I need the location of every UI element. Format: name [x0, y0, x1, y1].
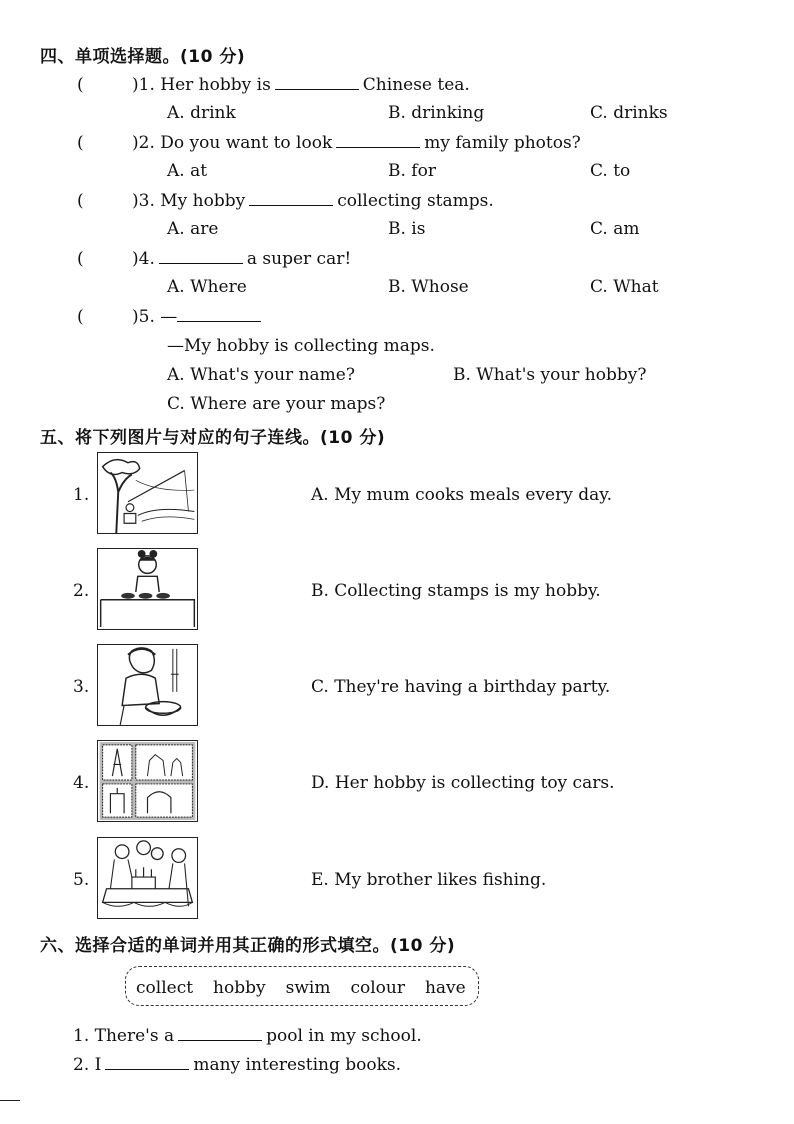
question-3-stem: )3. My hobby [132, 191, 246, 211]
sentence-c[interactable]: C. They're having a birthday party. [311, 677, 611, 697]
answer-blank[interactable] [275, 75, 359, 90]
item-number: 3. [73, 677, 90, 697]
word-option: have [424, 978, 466, 998]
option-b: B. Whose [388, 277, 469, 297]
answer-paren: ( [77, 307, 84, 327]
sentence-a[interactable]: A. My mum cooks meals every day. [311, 485, 613, 505]
word-option: swim [285, 978, 331, 998]
question-4 [132, 249, 351, 269]
question-1-stem: )1. Her hobby is [132, 75, 271, 95]
stamps-picture[interactable] [97, 740, 198, 822]
question-5-stem: )5. — [132, 307, 178, 327]
sentence-d[interactable]: D. Her hobby is collecting toy cars. [311, 773, 615, 793]
option-c: C. What [590, 277, 659, 297]
option-a: A. drink [167, 103, 236, 123]
option-b: B. What's your hobby? [453, 365, 647, 385]
option-a: A. are [167, 219, 219, 239]
option-a: A. at [167, 161, 208, 181]
question-2-end: my family photos? [424, 133, 581, 153]
fishing-picture[interactable] [97, 452, 198, 534]
item-number: 2. [73, 581, 90, 601]
section-6-heading: 六、选择合适的单词并用其正确的形式填空。(10 分) [40, 936, 456, 956]
fill-question-1-start: 1. There's a [73, 1026, 175, 1046]
answer-blank[interactable] [178, 1026, 262, 1041]
question-2-stem: )2. Do you want to look [132, 133, 333, 153]
page-edge-mark [0, 1100, 20, 1101]
question-5-reply: —My hobby is collecting maps. [167, 336, 435, 356]
question-4-end: a super car! [246, 249, 352, 269]
fill-question-2-end: many interesting books. [193, 1055, 402, 1075]
question-5 [132, 307, 265, 327]
answer-paren: ( [77, 75, 84, 95]
answer-paren: ( [77, 249, 84, 269]
question-1 [132, 75, 470, 95]
fishing-illustration [98, 453, 197, 533]
option-b: B. drinking [388, 103, 485, 123]
cooking-illustration [98, 645, 197, 725]
option-b: B. for [388, 161, 436, 181]
word-option: colour [350, 978, 405, 998]
fill-question-1 [73, 1026, 422, 1046]
stamps-illustration [98, 741, 197, 821]
toy-cars-illustration [98, 549, 197, 629]
option-a: A. What's your name? [167, 365, 355, 385]
option-c: C. drinks [590, 103, 668, 123]
question-3-end: collecting stamps. [337, 191, 494, 211]
question-3 [132, 191, 494, 211]
word-bank-words [136, 978, 466, 998]
option-c: C. Where are your maps? [167, 394, 386, 414]
word-option: collect [136, 978, 194, 998]
sentence-e[interactable]: E. My brother likes fishing. [311, 870, 547, 890]
answer-paren: ( [77, 191, 84, 211]
question-2 [132, 133, 581, 153]
fill-question-1-end: pool in my school. [266, 1026, 422, 1046]
sentence-b[interactable]: B. Collecting stamps is my hobby. [311, 581, 601, 601]
fill-question-2-start: 2. I [73, 1055, 102, 1075]
section-4-heading: 四、单项选择题。(10 分) [40, 47, 246, 67]
answer-blank[interactable] [177, 307, 261, 322]
word-bank [125, 966, 479, 1006]
item-number: 1. [73, 485, 90, 505]
word-option: hobby [213, 978, 266, 998]
answer-paren: ( [77, 133, 84, 153]
birthday-party-illustration [98, 838, 197, 918]
cooking-picture[interactable] [97, 644, 198, 726]
item-number: 4. [73, 773, 90, 793]
question-1-end: Chinese tea. [362, 75, 470, 95]
birthday-party-picture[interactable] [97, 837, 198, 919]
option-a: A. Where [167, 277, 247, 297]
answer-blank[interactable] [336, 133, 420, 148]
answer-blank[interactable] [105, 1055, 189, 1070]
option-c: C. to [590, 161, 631, 181]
answer-blank[interactable] [159, 249, 243, 264]
fill-question-2 [73, 1055, 401, 1075]
answer-blank[interactable] [249, 191, 333, 206]
toy-cars-picture[interactable] [97, 548, 198, 630]
option-b: B. is [388, 219, 426, 239]
section-5-heading: 五、将下列图片与对应的句子连线。(10 分) [40, 428, 386, 448]
item-number: 5. [73, 870, 90, 890]
question-4-stem: )4. [132, 249, 155, 269]
option-c: C. am [590, 219, 640, 239]
